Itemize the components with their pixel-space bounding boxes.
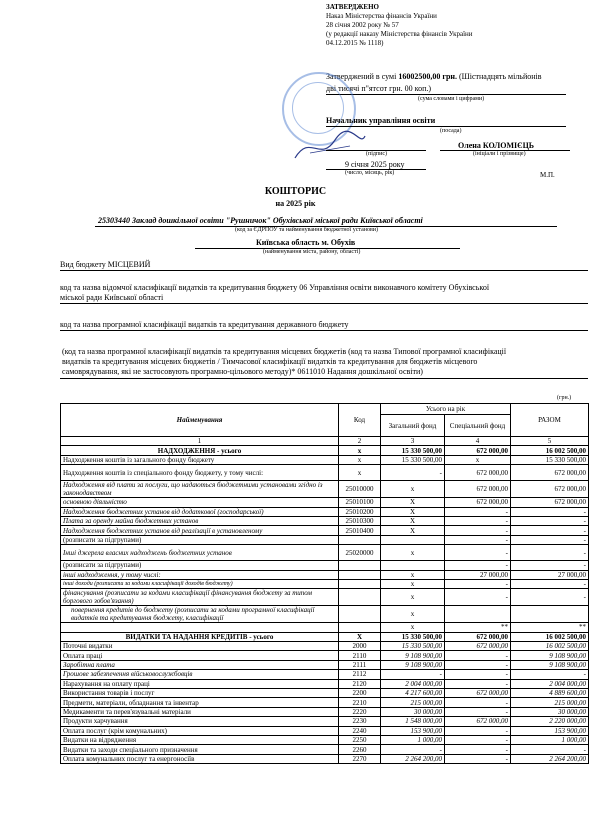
table-row <box>61 545 589 561</box>
row-code: х <box>339 465 381 481</box>
row-total: - <box>511 526 589 535</box>
row-special-fund: - <box>445 561 511 570</box>
approval-line-1: Наказ Міністерства фінансів України <box>326 12 437 20</box>
row-name: Надходження коштів із спеціального фонду бюджету, у тому числі: <box>61 465 339 481</box>
row-special-fund: - <box>445 754 511 763</box>
row-general-fund: 2 004 000,00 <box>381 679 445 688</box>
row-code: Х <box>339 632 381 641</box>
row-special-fund: 672 000,00 <box>445 481 511 498</box>
row-total: ** <box>511 623 589 632</box>
row-general-fund: 4 217 600,00 <box>381 689 445 698</box>
row-general-fund: 9 108 900,00 <box>381 660 445 669</box>
row-special-fund: - <box>445 535 511 544</box>
city-caption: (найменування міста, району, області) <box>263 249 361 255</box>
row-general-fund: 215 000,00 <box>381 698 445 707</box>
row-special-fund <box>445 606 511 623</box>
table-row <box>61 498 589 507</box>
row-general-fund: 1 548 000,00 <box>381 717 445 726</box>
row-name: фінансування (розписати за кодами класифікації фінансування бюджету за типом боргового зобов'язання) <box>61 589 339 606</box>
row-special-fund: 672 000,00 <box>445 689 511 698</box>
row-code: 25010000 <box>339 481 381 498</box>
approval-line-2: 28 січня 2002 року № 57 <box>326 21 399 29</box>
row-code: 2250 <box>339 735 381 744</box>
row-name: Використання товарів і послуг <box>61 689 339 698</box>
row-name: Заробітна плата <box>61 660 339 669</box>
table-row <box>61 507 589 516</box>
row-name: інші надходження, у тому числі: <box>61 570 339 579</box>
row-special-fund: - <box>445 745 511 754</box>
row-code <box>339 623 381 632</box>
row-code: 25010100 <box>339 498 381 507</box>
row-code: 2200 <box>339 689 381 698</box>
row-general-fund: 15 330 500,00 <box>381 642 445 651</box>
table-row <box>61 579 589 588</box>
row-code: 2270 <box>339 754 381 763</box>
row-total: 9 108 900,00 <box>511 651 589 660</box>
table-row <box>61 651 589 660</box>
row-code <box>339 561 381 570</box>
row-special-fund: - <box>445 698 511 707</box>
row-name: Продукти харчування <box>61 717 339 726</box>
row-name: інші доходи (розписати за кодами класифікації доходів бюджету) <box>61 579 339 588</box>
row-special-fund: - <box>445 735 511 744</box>
document-title: КОШТОРИС <box>264 186 327 197</box>
row-total: 16 002 500,00 <box>511 642 589 651</box>
row-general-fund: Х <box>381 526 445 535</box>
table-row <box>61 446 589 455</box>
table-row <box>61 717 589 726</box>
row-general-fund <box>381 561 445 570</box>
table-row <box>61 481 589 498</box>
row-general-fund: - <box>381 670 445 679</box>
table-row <box>61 570 589 579</box>
row-special-fund: 672 000,00 <box>445 465 511 481</box>
col-name-header: Найменування <box>61 404 339 437</box>
program-state: код та назва програмної класифікації видатків та кредитування державного бюджету <box>60 320 349 329</box>
table-row <box>61 606 589 623</box>
approval-amount: Затверджений в сумі 16002500,00 грн. (Шістнадцять мільйонів <box>326 72 542 81</box>
row-total: - <box>511 535 589 544</box>
row-total: 16 002 500,00 <box>511 446 589 455</box>
row-general-fund: х <box>381 481 445 498</box>
row-general-fund: 1 000,00 <box>381 735 445 744</box>
row-code: 25020000 <box>339 545 381 561</box>
row-name: ВИДАТКИ ТА НАДАННЯ КРЕДИТІВ - усього <box>61 632 339 641</box>
table-row <box>61 535 589 544</box>
program-local-3: самоврядування, які не застосовують програмно-цільового методу)* 0611010 Надання дошкільної освіти) <box>62 367 423 376</box>
approval-line-3: (у редакції наказу Міністерства фінансів України <box>326 30 473 38</box>
col-sum-header: РАЗОМ <box>511 404 589 437</box>
table-row <box>61 754 589 763</box>
row-special-fund: 672 000,00 <box>445 498 511 507</box>
table-row <box>61 735 589 744</box>
table-row <box>61 455 589 464</box>
approval-title: ЗАТВЕРДЖЕНО <box>326 3 379 11</box>
row-code: 25010400 <box>339 526 381 535</box>
row-name: Оплата праці <box>61 651 339 660</box>
document-year: на 2025 рік <box>275 199 316 208</box>
col-num: 3 <box>381 437 445 446</box>
row-name: Оплата послуг (крім комунальних) <box>61 726 339 735</box>
row-total: 9 108 900,00 <box>511 660 589 669</box>
row-total: - <box>511 589 589 606</box>
row-general-fund: 15 330 500,00 <box>381 455 445 464</box>
table-row <box>61 465 589 481</box>
row-code: 2220 <box>339 707 381 716</box>
row-total: 215 000,00 <box>511 698 589 707</box>
dept-classification: код та назва відомчої класифікації видатків та кредитування бюджету 06 Управління освіти виконавчого комітету Обухівської <box>60 283 490 292</box>
row-code: 2112 <box>339 670 381 679</box>
org-caption: (код за ЄДРПОУ та найменування бюджетної установи) <box>235 227 378 233</box>
row-special-fund: ** <box>445 623 511 632</box>
row-general-fund: х <box>381 545 445 561</box>
row-code <box>339 579 381 588</box>
table-row <box>61 561 589 570</box>
words-caption: (сума словами і цифрами) <box>418 96 485 102</box>
row-general-fund: х <box>381 570 445 579</box>
table-row <box>61 623 589 632</box>
row-total: - <box>511 507 589 516</box>
row-name: повернення кредитів до бюджету (розписати за кодами програмної класифікації видатків та кредитування бюджету, класифікації <box>61 606 339 623</box>
row-general-fund: х <box>381 589 445 606</box>
approver-name: Олена КОЛОМІЄЦЬ <box>458 141 535 150</box>
row-special-fund: - <box>445 707 511 716</box>
approval-amount-words: дві тисячі п"ятсот грн. 00 коп.) <box>326 84 432 93</box>
row-name: Поточні видатки <box>61 642 339 651</box>
row-name: Оплата комунальних послуг та енергоносіїв <box>61 754 339 763</box>
row-general-fund: 30 000,00 <box>381 707 445 716</box>
row-special-fund: - <box>445 507 511 516</box>
table-row <box>61 726 589 735</box>
row-code: х <box>339 446 381 455</box>
row-general-fund: - <box>381 465 445 481</box>
row-total: 16 002 500,00 <box>511 632 589 641</box>
row-special-fund: - <box>445 651 511 660</box>
table-row <box>61 516 589 525</box>
table-row <box>61 670 589 679</box>
row-general-fund: Х <box>381 507 445 516</box>
row-special-fund: - <box>445 726 511 735</box>
program-local-1: (код та назва програмної класифікації видатків та кредитування місцевих бюджетів (код та назва Типової програмної класифікації <box>62 347 507 356</box>
row-special-fund: 672 000,00 <box>445 446 511 455</box>
approver-position: Начальник управління освіти <box>326 116 436 125</box>
date-caption: (число, місяць, рік) <box>345 170 395 176</box>
row-special-fund: 672 000,00 <box>445 642 511 651</box>
row-special-fund: - <box>445 589 511 606</box>
row-name: (розписати за підгрупами) <box>61 535 339 544</box>
row-total: 27 000,00 <box>511 570 589 579</box>
row-name: Предмети, матеріали, обладнання та інвентар <box>61 698 339 707</box>
row-special-fund: 672 000,00 <box>445 632 511 641</box>
row-name: Видатки на відрядження <box>61 735 339 744</box>
row-total: 2 220 000,00 <box>511 717 589 726</box>
col-num: 5 <box>511 437 589 446</box>
row-total: - <box>511 670 589 679</box>
row-code: 2120 <box>339 679 381 688</box>
row-total: 2 004 000,00 <box>511 679 589 688</box>
table-row <box>61 642 589 651</box>
row-total: 2 264 200,00 <box>511 754 589 763</box>
row-special-fund: - <box>445 679 511 688</box>
row-general-fund: 15 330 500,00 <box>381 632 445 641</box>
row-code: 2000 <box>339 642 381 651</box>
col-num: 1 <box>61 437 339 446</box>
row-general-fund: х <box>381 579 445 588</box>
row-name: Надходження бюджетних установ від реалізації в установленому <box>61 526 339 535</box>
row-total: 1 000,00 <box>511 735 589 744</box>
row-general-fund: 153 900,00 <box>381 726 445 735</box>
row-general-fund: - <box>381 745 445 754</box>
row-special-fund: х <box>445 455 511 464</box>
row-total: - <box>511 579 589 588</box>
row-code: 2210 <box>339 698 381 707</box>
row-name: Видатки та заходи спеціального призначення <box>61 745 339 754</box>
row-total: 672 000,00 <box>511 481 589 498</box>
organization: 25303440 Заклад дошкільної освіти "Рушничок" Обухівської міської ради Київської області <box>98 216 423 225</box>
row-general-fund: 15 330 500,00 <box>381 446 445 455</box>
budget-type: Вид бюджету МІСЦЕВИЙ <box>60 260 151 269</box>
row-name: Нарахування на оплату праці <box>61 679 339 688</box>
currency-unit: (грн.) <box>557 395 572 401</box>
city: Київська область м. Обухів <box>256 238 356 247</box>
col-total-year-header: Усього на рік <box>381 404 511 415</box>
row-code <box>339 606 381 623</box>
table-row <box>61 698 589 707</box>
table-row <box>61 660 589 669</box>
row-general-fund: 2 264 200,00 <box>381 754 445 763</box>
row-total: - <box>511 745 589 754</box>
row-total: - <box>511 545 589 561</box>
table-row <box>61 589 589 606</box>
row-total: 4 889 600,00 <box>511 689 589 698</box>
row-code: 25010200 <box>339 507 381 516</box>
row-code <box>339 535 381 544</box>
row-total: 153 900,00 <box>511 726 589 735</box>
row-code: 2230 <box>339 717 381 726</box>
position-caption: (посада) <box>440 128 462 134</box>
col-num: 4 <box>445 437 511 446</box>
row-code: 2260 <box>339 745 381 754</box>
col-code-header: Код <box>339 404 381 437</box>
row-general-fund: Х <box>381 498 445 507</box>
table-row <box>61 679 589 688</box>
row-name <box>61 623 339 632</box>
col-special-header: Спеціальний фонд <box>445 415 511 437</box>
row-total: 672 000,00 <box>511 465 589 481</box>
row-name: НАДХОДЖЕННЯ - усього <box>61 446 339 455</box>
row-total: - <box>511 561 589 570</box>
row-code <box>339 570 381 579</box>
row-general-fund: х <box>381 623 445 632</box>
dept-classification-2: міської ради Київської області <box>60 293 164 302</box>
row-code: 2110 <box>339 651 381 660</box>
row-name: Надходження бюджетних установ від додаткової (господарської) <box>61 507 339 516</box>
table-row <box>61 745 589 754</box>
row-code: 2240 <box>339 726 381 735</box>
table-row <box>61 689 589 698</box>
row-code: 25010300 <box>339 516 381 525</box>
row-name: Надходження коштів із загального фонду бюджету <box>61 455 339 464</box>
row-code: 2111 <box>339 660 381 669</box>
initials-caption: (ініціали і прізвище) <box>473 151 526 157</box>
row-name: Плата за оренду майна бюджетних установ <box>61 516 339 525</box>
seal-place: М.П. <box>540 171 555 179</box>
row-special-fund: - <box>445 670 511 679</box>
table-row <box>61 707 589 716</box>
row-general-fund: 9 108 900,00 <box>381 651 445 660</box>
row-general-fund <box>381 535 445 544</box>
row-name: Грошове забезпечення військовослужбовців <box>61 670 339 679</box>
row-special-fund: - <box>445 545 511 561</box>
row-special-fund: - <box>445 526 511 535</box>
table-row <box>61 632 589 641</box>
row-code <box>339 589 381 606</box>
row-name: Медикаменти та перев'язувальні матеріали <box>61 707 339 716</box>
row-general-fund: х <box>381 606 445 623</box>
estimate-table <box>60 403 589 764</box>
table-row <box>61 526 589 535</box>
row-special-fund: 27 000,00 <box>445 570 511 579</box>
col-num: 2 <box>339 437 381 446</box>
row-code: х <box>339 455 381 464</box>
row-total: - <box>511 516 589 525</box>
row-special-fund: - <box>445 579 511 588</box>
row-name: основною діяльністю <box>61 498 339 507</box>
row-special-fund: - <box>445 660 511 669</box>
row-total: 672 000,00 <box>511 498 589 507</box>
row-special-fund: 672 000,00 <box>445 717 511 726</box>
approval-line-4: 04.12.2015 № 1118) <box>326 39 384 47</box>
row-total: 30 000,00 <box>511 707 589 716</box>
col-general-header: Загальний фонд <box>381 415 445 437</box>
row-total: 15 330 500,00 <box>511 455 589 464</box>
approval-date: 9 січня 2025 року <box>345 160 405 169</box>
row-general-fund: Х <box>381 516 445 525</box>
row-special-fund: - <box>445 516 511 525</box>
row-name: Надходження від плати за послуги, що надаються бюджетними установами згідно із законодавством <box>61 481 339 498</box>
sign-caption: (підпис) <box>366 151 388 157</box>
row-total <box>511 606 589 623</box>
row-name: (розписати за підгрупами) <box>61 561 339 570</box>
row-name: Інші джерела власних надходжень бюджетних установ <box>61 545 339 561</box>
program-local-2: видатків та кредитування місцевих бюджетів / Тимчасової класифікації видатків та кредитування для бюджетів місцевого <box>62 357 478 366</box>
